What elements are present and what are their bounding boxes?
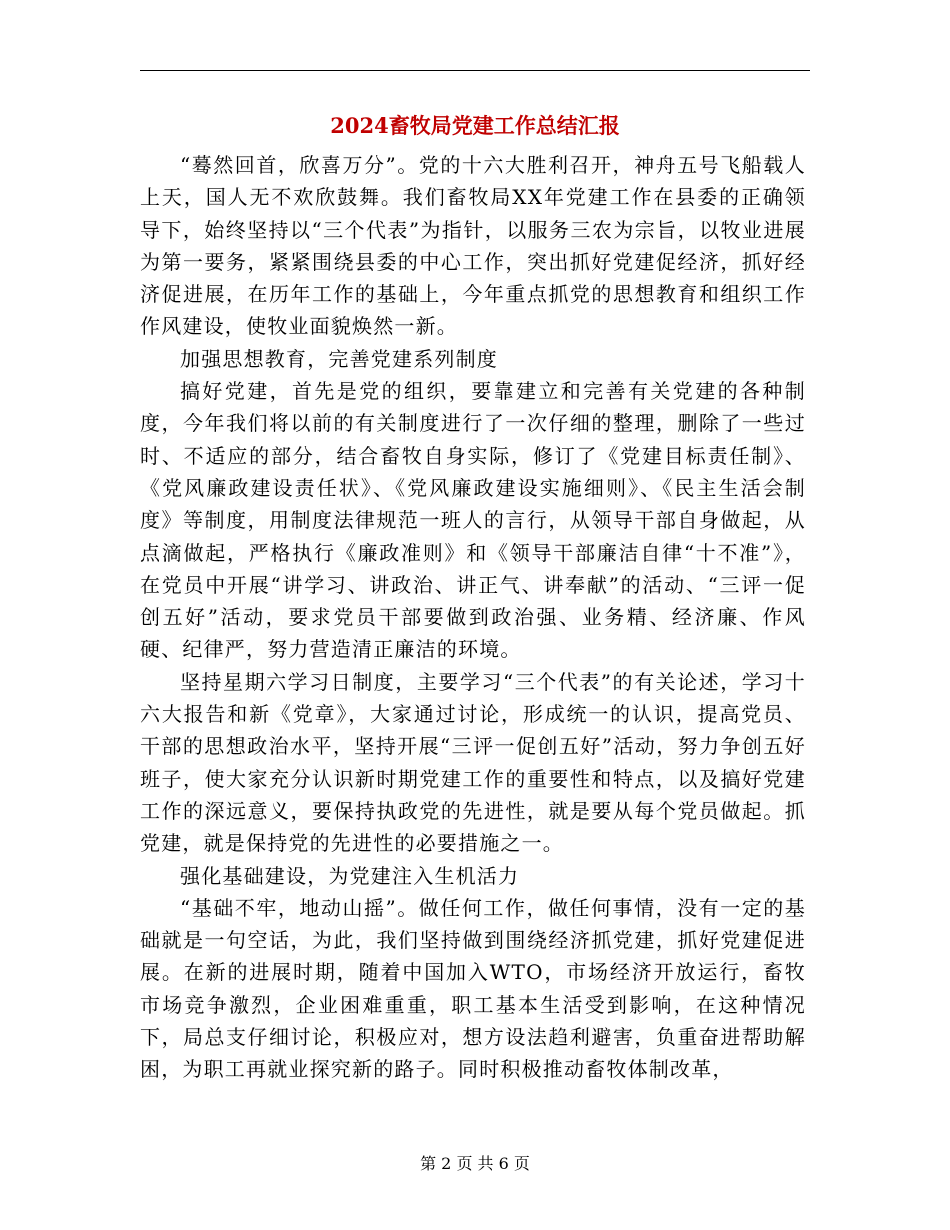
paragraph: “蓦然回首，欣喜万分”。党的十六大胜利召开，神舟五号飞船载人上天，国人无不欢欣鼓舞。我们畜牧局XX年党建工作在县委的正确领导下，始终坚持以“三个代表”为指针，以服务三农为宗旨，以牧业进展为第一要务，紧紧围绕县委的中心工作，突出抓好党建促经济，抓好经济促进展，在历年工作的基础上，今年重点抓党的思想教育和组织工作作风建设，使牧业面貌焕然一新。 — [140, 153, 806, 339]
header-rule — [140, 70, 810, 71]
section-heading: 强化基础建设，为党建注入生机活力 — [180, 863, 520, 888]
paragraph: 搞好党建，首先是党的组织，要靠建立和完善有关党建的各种制度，今年我们将以前的有关制度进行了一次仔细的整理，删除了一些过时、不适应的部分，结合畜牧自身实际，修订了《党建目标责任制》、《党风廉政建设责任状》、《党风廉政建设实施细则》、《民主生活会制度》等制度，用制度法律规范一班人的言行，从领导干部自身做起，从点滴做起，严格执行《廉政准则》和《领导干部廉洁自律“十不准”》，在党员中开展“讲学习、讲政治、讲正气、讲奉献”的活动、“三评一促创五好”活动，要求党员干部要做到政治强、业务精、经济廉、作风硬、纪律严，努力营造清正廉洁的环境。 — [140, 379, 806, 662]
section-heading: 加强思想教育，完善党建系列制度 — [180, 346, 498, 371]
document-body — [140, 149, 806, 1086]
paragraph: 坚持星期六学习日制度，主要学习“三个代表”的有关论述，学习十六大报告和新《党章》，大家通过讨论，形成统一的认识，提高党员、干部的思想政治水平，坚持开展“三评一促创五好”活动，努力争创五好班子，使大家充分认识新时期党建工作的重要性和特点，以及搞好党建工作的深远意义，要保持执政党的先进性，就是要从每个党员做起。抓党建，就是保持党的先进性的必要措施之一。 — [140, 669, 806, 856]
paragraph: “基础不牢，地动山摇”。做任何工作，做任何事情，没有一定的基础就是一句空话，为此，我们坚持做到围绕经济抓党建，抓好党建促进展。在新的进展时期，随着中国加入WTO，市场经济开放运行，畜牧市场竞争激烈，企业困难重重，职工基本生活受到影响，在这种情况下，局总支仔细讨论，积极应对，想方设法趋利避害，负重奋进帮助解困，为职工再就业探究新的路子。同时积极推动畜牧体制改革， — [140, 895, 806, 1082]
document-title: 2024畜牧局党建工作总结汇报 — [330, 113, 620, 138]
page-footer: 第 2 页 共 6 页 — [420, 1154, 530, 1173]
